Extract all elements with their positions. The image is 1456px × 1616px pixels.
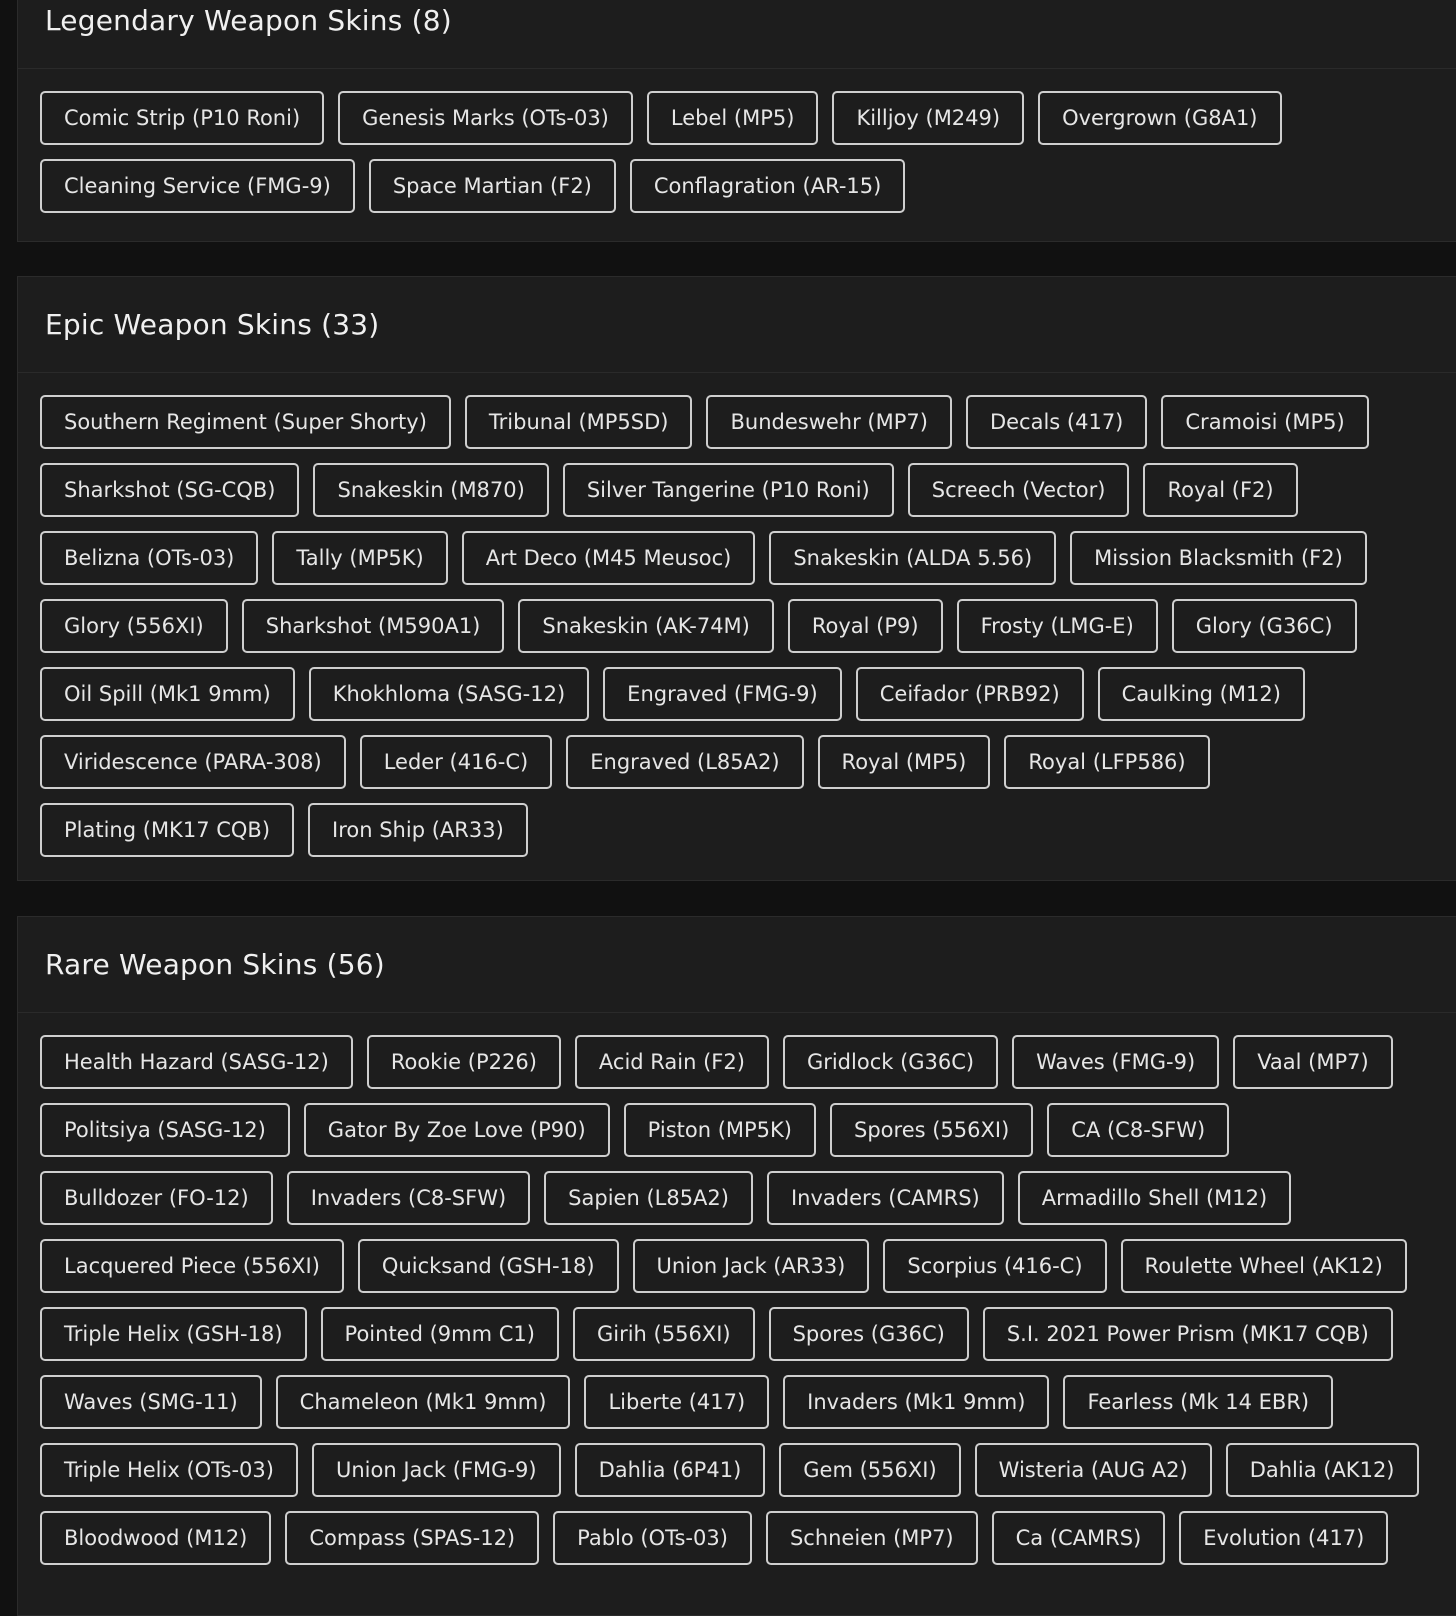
epic-skin-chip[interactable]: Decals (417)	[966, 395, 1147, 449]
rare-skin-chip[interactable]: Dahlia (6P41)	[575, 1443, 766, 1497]
rare-skin-chip[interactable]: Invaders (C8-SFW)	[287, 1171, 530, 1225]
epic-skin-chip[interactable]: Screech (Vector)	[908, 463, 1130, 517]
epic-skin-chip[interactable]: Tally (MP5K)	[272, 531, 447, 585]
rare-skin-chip[interactable]: Dahlia (AK12)	[1226, 1443, 1419, 1497]
legendary-skin-chip[interactable]: Space Martian (F2)	[369, 159, 616, 213]
rare-skin-chip[interactable]: Sapien (L85A2)	[544, 1171, 753, 1225]
legendary-skins-title: Legendary Weapon Skins (8)	[45, 4, 452, 37]
epic-skin-chip[interactable]: Frosty (LMG-E)	[957, 599, 1158, 653]
rare-skin-chip[interactable]: Fearless (Mk 14 EBR)	[1063, 1375, 1333, 1429]
legendary-skin-chip[interactable]: Overgrown (G8A1)	[1038, 91, 1281, 145]
rare-skin-chip[interactable]: S.I. 2021 Power Prism (MK17 CQB)	[983, 1307, 1393, 1361]
epic-skin-chip[interactable]: Belizna (OTs-03)	[40, 531, 258, 585]
epic-skin-chip[interactable]: Iron Ship (AR33)	[308, 803, 528, 857]
epic-skin-chip[interactable]: Oil Spill (Mk1 9mm)	[40, 667, 295, 721]
rare-skin-chip[interactable]: Politsiya (SASG-12)	[40, 1103, 290, 1157]
rare-skin-chip[interactable]: Schneien (MP7)	[766, 1511, 978, 1565]
rare-skin-chip[interactable]: Roulette Wheel (AK12)	[1121, 1239, 1407, 1293]
epic-skin-chip[interactable]: Snakeskin (ALDA 5.56)	[769, 531, 1056, 585]
legendary-skin-chip[interactable]: Cleaning Service (FMG-9)	[40, 159, 355, 213]
rare-skin-chip[interactable]: Health Hazard (SASG-12)	[40, 1035, 353, 1089]
epic-skin-chip[interactable]: Caulking (M12)	[1098, 667, 1305, 721]
rare-skin-chip[interactable]: Waves (FMG-9)	[1012, 1035, 1219, 1089]
rare-skins-list	[18, 1013, 1456, 1579]
epic-skin-chip[interactable]: Royal (P9)	[788, 599, 943, 653]
rare-skin-chip[interactable]: Quicksand (GSH-18)	[358, 1239, 619, 1293]
epic-skins-list	[18, 373, 1456, 871]
epic-skin-chip[interactable]: Sharkshot (SG-CQB)	[40, 463, 299, 517]
epic-skin-chip[interactable]: Snakeskin (AK-74M)	[518, 599, 774, 653]
epic-skin-chip[interactable]: Silver Tangerine (P10 Roni)	[563, 463, 894, 517]
rare-skin-chip[interactable]: Union Jack (FMG-9)	[312, 1443, 561, 1497]
epic-skin-chip[interactable]: Ceifador (PRB92)	[856, 667, 1084, 721]
epic-skin-chip[interactable]: Viridescence (PARA-308)	[40, 735, 346, 789]
rare-skin-chip[interactable]: Acid Rain (F2)	[575, 1035, 769, 1089]
rare-skin-chip[interactable]: Scorpius (416-C)	[883, 1239, 1106, 1293]
epic-skin-chip[interactable]: Khokhloma (SASG-12)	[309, 667, 589, 721]
rare-skin-chip[interactable]: Spores (556XI)	[830, 1103, 1033, 1157]
rare-skin-chip[interactable]: Union Jack (AR33)	[633, 1239, 870, 1293]
rare-skin-chip[interactable]: Liberte (417)	[584, 1375, 769, 1429]
epic-skins-header	[18, 277, 1456, 373]
rare-skin-chip[interactable]: Waves (SMG-11)	[40, 1375, 262, 1429]
legendary-skins-panel	[17, 0, 1456, 242]
rare-skins-panel	[17, 916, 1456, 1616]
rare-skin-chip[interactable]: Gem (556XI)	[779, 1443, 960, 1497]
rare-skin-chip[interactable]: Rookie (P226)	[367, 1035, 561, 1089]
epic-skin-chip[interactable]: Mission Blacksmith (F2)	[1070, 531, 1367, 585]
rare-skin-chip[interactable]: Invaders (Mk1 9mm)	[783, 1375, 1049, 1429]
epic-skins-panel	[17, 276, 1456, 881]
rare-skin-chip[interactable]: Piston (MP5K)	[624, 1103, 816, 1157]
rare-skin-chip[interactable]: Pablo (OTs-03)	[553, 1511, 752, 1565]
rare-skin-chip[interactable]: Bloodwood (M12)	[40, 1511, 271, 1565]
rare-skin-chip[interactable]: Gridlock (G36C)	[783, 1035, 998, 1089]
epic-skin-chip[interactable]: Tribunal (MP5SD)	[465, 395, 693, 449]
epic-skin-chip[interactable]: Snakeskin (M870)	[313, 463, 548, 517]
epic-skin-chip[interactable]: Engraved (L85A2)	[566, 735, 803, 789]
epic-skin-chip[interactable]: Bundeswehr (MP7)	[706, 395, 951, 449]
epic-skin-chip[interactable]: Glory (556XI)	[40, 599, 228, 653]
rare-skin-chip[interactable]: Triple Helix (GSH-18)	[40, 1307, 307, 1361]
rare-skin-chip[interactable]: Invaders (CAMRS)	[767, 1171, 1004, 1225]
rare-skin-chip[interactable]: Lacquered Piece (556XI)	[40, 1239, 344, 1293]
epic-skin-chip[interactable]: Leder (416-C)	[360, 735, 553, 789]
rare-skin-chip[interactable]: Gator By Zoe Love (P90)	[304, 1103, 610, 1157]
rare-skin-chip[interactable]: Pointed (9mm C1)	[321, 1307, 559, 1361]
rare-skin-chip[interactable]: Evolution (417)	[1179, 1511, 1388, 1565]
epic-skin-chip[interactable]: Sharkshot (M590A1)	[242, 599, 505, 653]
rare-skin-chip[interactable]: Chameleon (Mk1 9mm)	[276, 1375, 571, 1429]
rare-skin-chip[interactable]: CA (C8-SFW)	[1047, 1103, 1229, 1157]
legendary-skin-chip[interactable]: Lebel (MP5)	[647, 91, 819, 145]
legendary-skin-chip[interactable]: Comic Strip (P10 Roni)	[40, 91, 324, 145]
rare-skin-chip[interactable]: Vaal (MP7)	[1233, 1035, 1393, 1089]
rare-skin-chip[interactable]: Bulldozer (FO-12)	[40, 1171, 273, 1225]
epic-skin-chip[interactable]: Engraved (FMG-9)	[603, 667, 842, 721]
epic-skin-chip[interactable]: Southern Regiment (Super Shorty)	[40, 395, 451, 449]
epic-skin-chip[interactable]: Art Deco (M45 Meusoc)	[462, 531, 756, 585]
legendary-skin-chip[interactable]: Conflagration (AR-15)	[630, 159, 905, 213]
rare-skins-header	[18, 917, 1456, 1013]
rare-skin-chip[interactable]: Compass (SPAS-12)	[285, 1511, 539, 1565]
epic-skin-chip[interactable]: Royal (LFP586)	[1004, 735, 1209, 789]
rare-skin-chip[interactable]: Ca (CAMRS)	[992, 1511, 1166, 1565]
epic-skin-chip[interactable]: Royal (MP5)	[818, 735, 991, 789]
legendary-skin-chip[interactable]: Genesis Marks (OTs-03)	[338, 91, 633, 145]
legendary-skins-list	[18, 69, 1456, 227]
rare-skin-chip[interactable]: Triple Helix (OTs-03)	[40, 1443, 298, 1497]
rare-skin-chip[interactable]: Spores (G36C)	[769, 1307, 969, 1361]
rare-skins-title: Rare Weapon Skins (56)	[45, 948, 385, 981]
legendary-skin-chip[interactable]: Killjoy (M249)	[832, 91, 1024, 145]
epic-skin-chip[interactable]: Glory (G36C)	[1172, 599, 1357, 653]
epic-skin-chip[interactable]: Cramoisi (MP5)	[1161, 395, 1368, 449]
rare-skin-chip[interactable]: Girih (556XI)	[573, 1307, 755, 1361]
epic-skin-chip[interactable]: Royal (F2)	[1143, 463, 1297, 517]
rare-skin-chip[interactable]: Armadillo Shell (M12)	[1018, 1171, 1291, 1225]
epic-skins-title: Epic Weapon Skins (33)	[45, 308, 380, 341]
legendary-skins-header	[18, 0, 1456, 69]
rare-skin-chip[interactable]: Wisteria (AUG A2)	[975, 1443, 1212, 1497]
epic-skin-chip[interactable]: Plating (MK17 CQB)	[40, 803, 294, 857]
